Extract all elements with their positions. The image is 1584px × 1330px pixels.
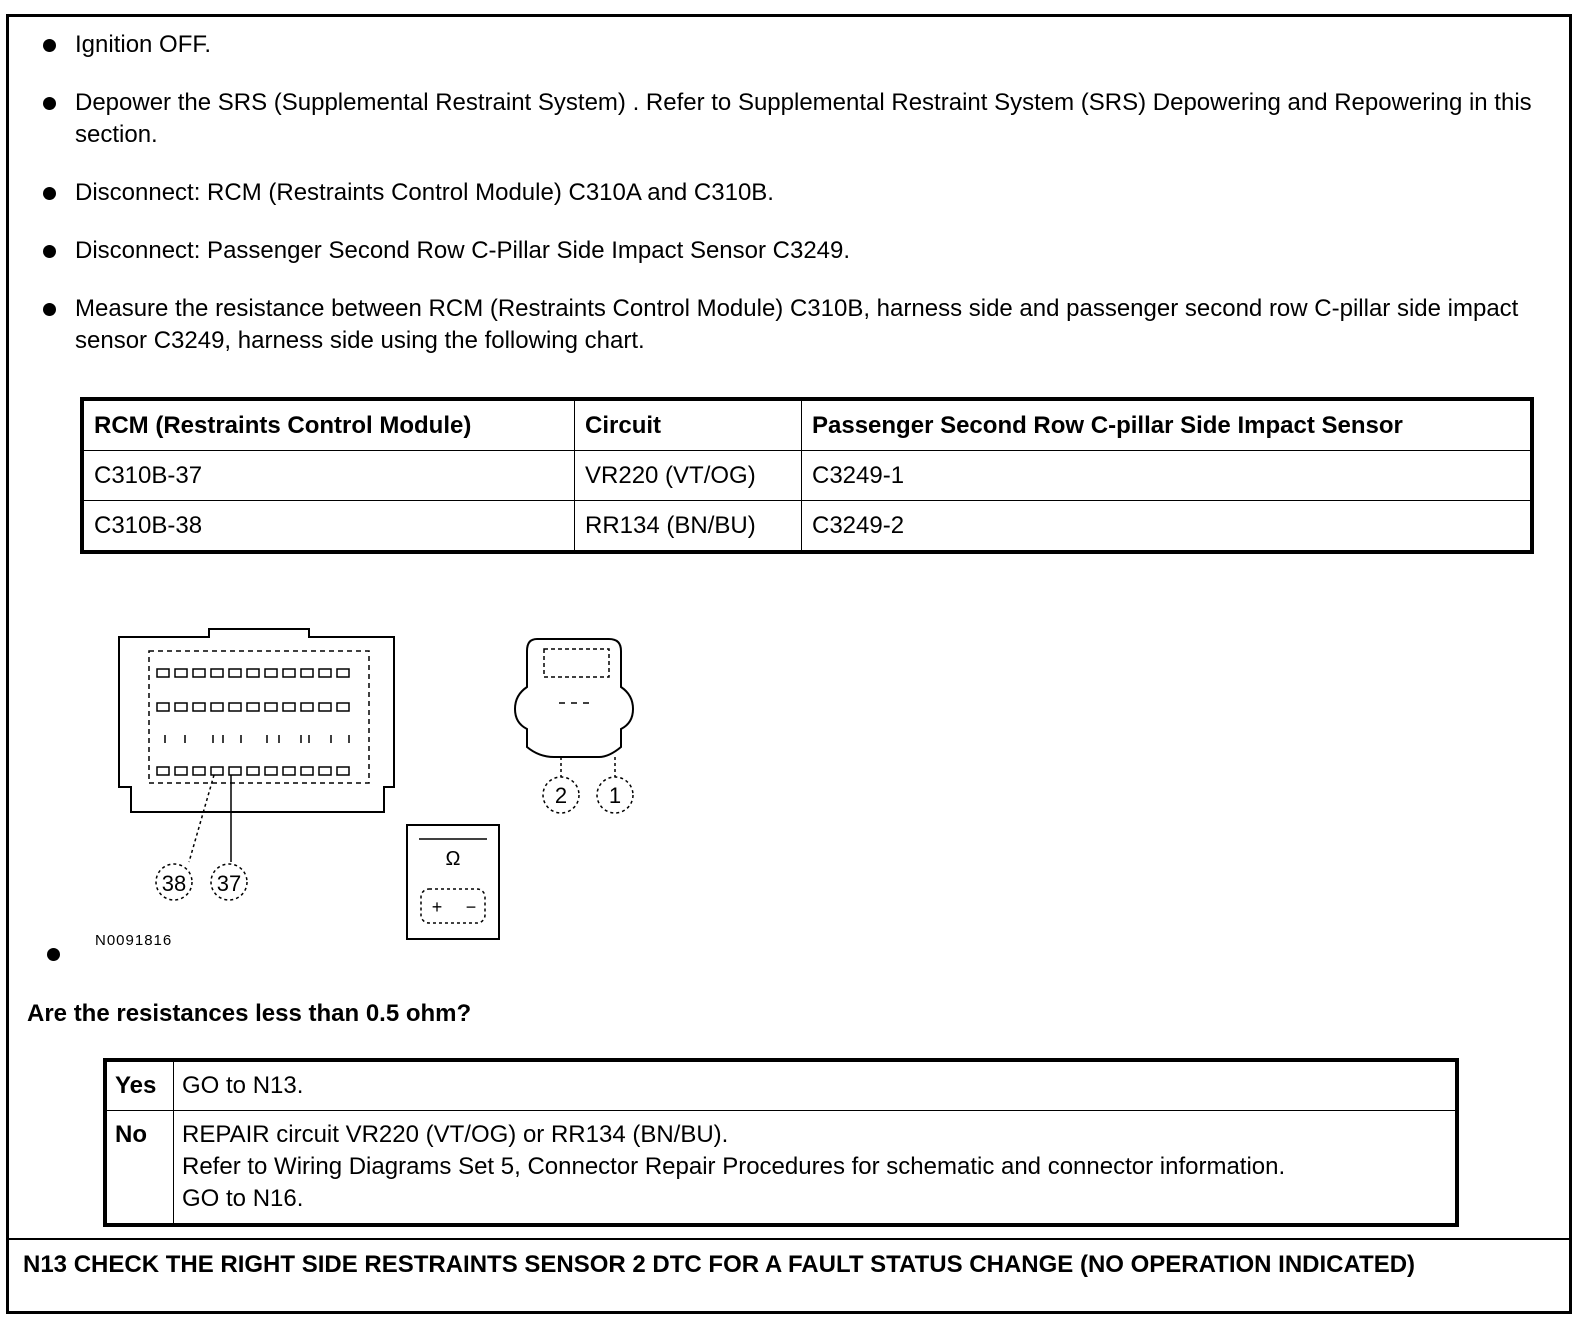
bullet-icon bbox=[43, 97, 56, 110]
ohm-symbol: Ω bbox=[445, 848, 461, 870]
bullet-icon bbox=[43, 187, 56, 200]
bullet-icon bbox=[47, 948, 60, 961]
instruction-text: Ignition OFF. bbox=[75, 31, 212, 58]
column-header: Circuit bbox=[575, 399, 802, 451]
bullet-icon bbox=[43, 245, 56, 258]
pin-table bbox=[80, 397, 1534, 554]
table-row bbox=[105, 1060, 1457, 1111]
meter-minus-label: − bbox=[465, 897, 477, 917]
instruction-text: Disconnect: RCM (Restraints Control Module) C310A and C310B. bbox=[75, 179, 774, 206]
connector-diagram bbox=[9, 617, 709, 957]
table-cell: VR220 (VT/OG) bbox=[575, 451, 802, 501]
rcm-pin-label: 37 bbox=[216, 871, 242, 896]
figure-id: N0091816 bbox=[95, 932, 173, 949]
ohmmeter-icon bbox=[407, 825, 499, 939]
table-row bbox=[82, 501, 1532, 553]
list-item bbox=[39, 29, 1539, 61]
rcm-pin-label: 38 bbox=[161, 871, 187, 896]
next-step-heading: N13 CHECK THE RIGHT SIDE RESTRAINTS SENSOR 2 DTC FOR A FAULT STATUS CHANGE (NO OPERATION INDICATED) bbox=[23, 1251, 1416, 1278]
page-frame bbox=[6, 14, 1572, 1314]
list-item bbox=[39, 293, 1539, 357]
bullet-icon bbox=[43, 303, 56, 316]
rcm-connector-icon bbox=[119, 629, 394, 900]
instruction-text: Measure the resistance between RCM (Restraints Control Module) C310B, harness side and passenger second row C-pillar side impact sensor C3249, harness side using the following chart. bbox=[75, 295, 1519, 354]
bullet-icon bbox=[43, 39, 56, 52]
instruction-text: Depower the SRS (Supplemental Restraint System) . Refer to Supplemental Restraint System (SRS) Depowering and Repowering in this section. bbox=[75, 89, 1532, 148]
action-line: Refer to Wiring Diagrams Set 5, Connector Repair Procedures for schematic and connector information. bbox=[182, 1153, 1286, 1180]
table-cell: C310B-37 bbox=[82, 451, 575, 501]
column-header: Passenger Second Row C-pillar Side Impact Sensor bbox=[802, 399, 1533, 451]
table-cell: C3249-1 bbox=[802, 451, 1533, 501]
step-body bbox=[9, 17, 1569, 1240]
table-cell: C310B-38 bbox=[82, 501, 575, 553]
instruction-text: Disconnect: Passenger Second Row C-Pillar Side Impact Sensor C3249. bbox=[75, 237, 851, 264]
step-instructions bbox=[39, 29, 1539, 383]
table-cell: C3249-2 bbox=[802, 501, 1533, 553]
table-row bbox=[82, 451, 1532, 501]
answer-key: No bbox=[105, 1111, 174, 1226]
table-cell: RR134 (BN/BU) bbox=[575, 501, 802, 553]
sensor-pin-label: 1 bbox=[608, 783, 622, 808]
table-header-row bbox=[82, 399, 1532, 451]
list-item bbox=[39, 177, 1539, 209]
answer-key: Yes bbox=[105, 1060, 174, 1111]
list-item bbox=[39, 87, 1539, 151]
answer-table bbox=[103, 1058, 1459, 1227]
sensor-pin-label: 2 bbox=[554, 783, 568, 808]
answer-action bbox=[174, 1111, 1458, 1226]
test-question: Are the resistances less than 0.5 ohm? bbox=[27, 1000, 472, 1027]
answer-action bbox=[174, 1060, 1458, 1111]
meter-plus-label: + bbox=[431, 897, 443, 917]
table-row bbox=[105, 1111, 1457, 1226]
action-line: GO to N13. bbox=[182, 1072, 304, 1099]
action-line: GO to N16. bbox=[182, 1185, 304, 1212]
column-header: RCM (Restraints Control Module) bbox=[82, 399, 575, 451]
action-line: REPAIR circuit VR220 (VT/OG) or RR134 (BN/BU). bbox=[182, 1121, 729, 1148]
list-item bbox=[39, 235, 1539, 267]
